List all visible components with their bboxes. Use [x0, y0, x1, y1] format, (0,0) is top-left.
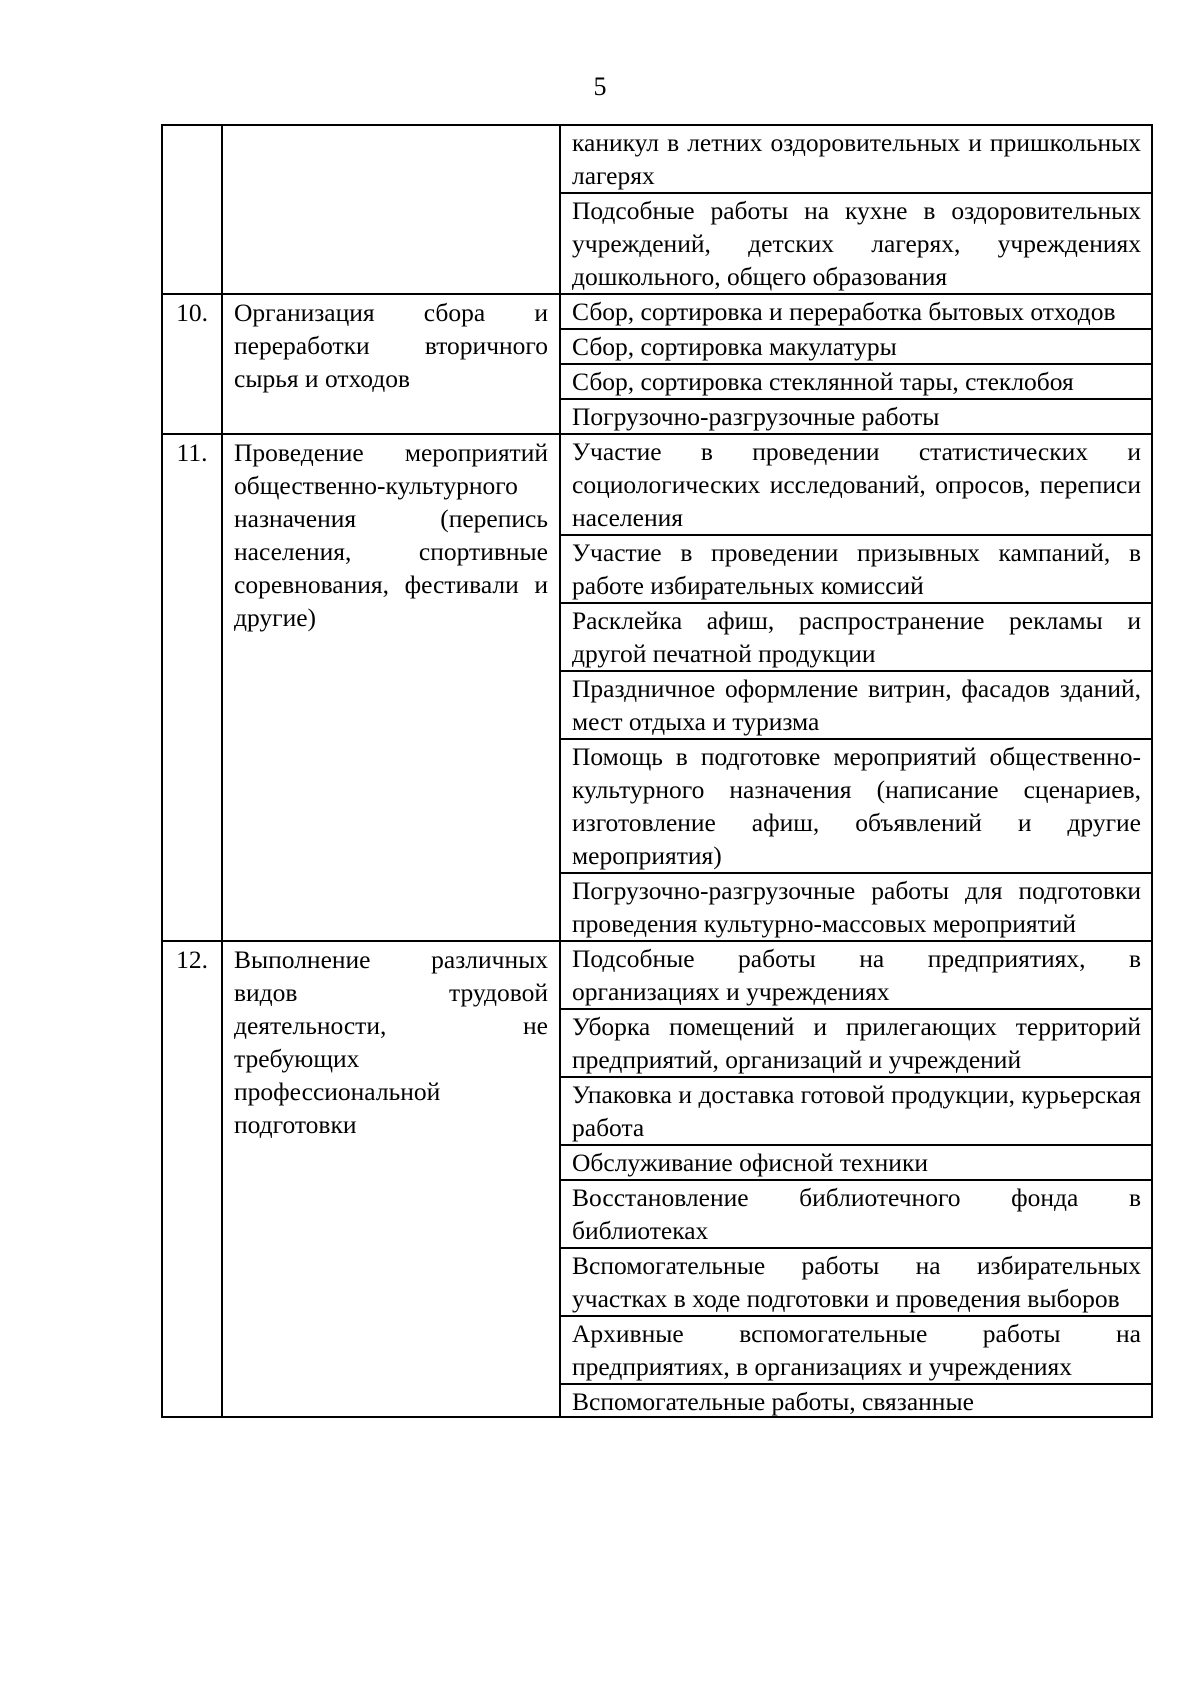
table-row	[162, 434, 1152, 535]
activities-table	[161, 124, 1153, 1418]
direction-cell: Выполнение различных видов трудовой деятельности, не требующих профессиональной подготовки	[222, 941, 560, 1417]
work-type-cell: Погрузочно-разгрузочные работы для подготовки проведения культурно-массовых мероприятий	[560, 873, 1152, 941]
work-type-cell: каникул в летних оздоровительных и пришкольных лагерях	[560, 125, 1152, 193]
work-type-cell: Обслуживание офисной техники	[560, 1145, 1152, 1180]
table-row	[162, 941, 1152, 1009]
direction-cell: Организация сбора и переработки вторичного сырья и отходов	[222, 294, 560, 434]
direction-cell: Проведение мероприятий общественно-культурного назначения (перепись населения, спортивные соревнования, фестивали и другие)	[222, 434, 560, 941]
work-type-cell: Участие в проведении статистических и социологических исследований, опросов, переписи населения	[560, 434, 1152, 535]
row-number-cell	[162, 125, 222, 294]
work-type-cell: Сбор, сортировка макулатуры	[560, 329, 1152, 364]
work-type-cell: Участие в проведении призывных кампаний, в работе избирательных комиссий	[560, 535, 1152, 603]
work-type-cell: Восстановление библиотечного фонда в библиотеках	[560, 1180, 1152, 1248]
work-type-cell: Подсобные работы на предприятиях, в организациях и учреждениях	[560, 941, 1152, 1009]
work-type-cell: Упаковка и доставка готовой продукции, курьерская работа	[560, 1077, 1152, 1145]
work-type-cell: Уборка помещений и прилегающих территорий предприятий, организаций и учреждений	[560, 1009, 1152, 1077]
work-type-cell: Подсобные работы на кухне в оздоровительных учреждений, детских лагерях, учреждениях дошкольного, общего образования	[560, 193, 1152, 294]
work-type-cell: Архивные вспомогательные работы на предприятиях, в организациях и учреждениях	[560, 1316, 1152, 1384]
row-number-cell: 11.	[162, 434, 222, 941]
work-type-cell: Расклейка афиш, распространение рекламы и другой печатной продукции	[560, 603, 1152, 671]
row-number-cell: 12.	[162, 941, 222, 1417]
table-row	[162, 125, 1152, 193]
work-type-cell: Праздничное оформление витрин, фасадов зданий, мест отдыха и туризма	[560, 671, 1152, 739]
direction-cell	[222, 125, 560, 294]
row-number-cell: 10.	[162, 294, 222, 434]
work-type-cell: Погрузочно-разгрузочные работы	[560, 399, 1152, 434]
work-type-cell: Помощь в подготовке мероприятий общественно-культурного назначения (написание сценариев, изготовление афиш, объявлений и другие мероприятия)	[560, 739, 1152, 873]
work-type-cell: Сбор, сортировка и переработка бытовых отходов	[560, 294, 1152, 329]
work-type-cell: Сбор, сортировка стеклянной тары, стеклобоя	[560, 364, 1152, 399]
work-type-cell	[560, 1384, 1152, 1417]
page-number: 5	[593, 72, 607, 101]
table-row	[162, 294, 1152, 329]
work-type-cell: Вспомогательные работы на избирательных участках в ходе подготовки и проведения выборов	[560, 1248, 1152, 1316]
work-type-text: Вспомогательные работы, связанные	[572, 1387, 974, 1416]
